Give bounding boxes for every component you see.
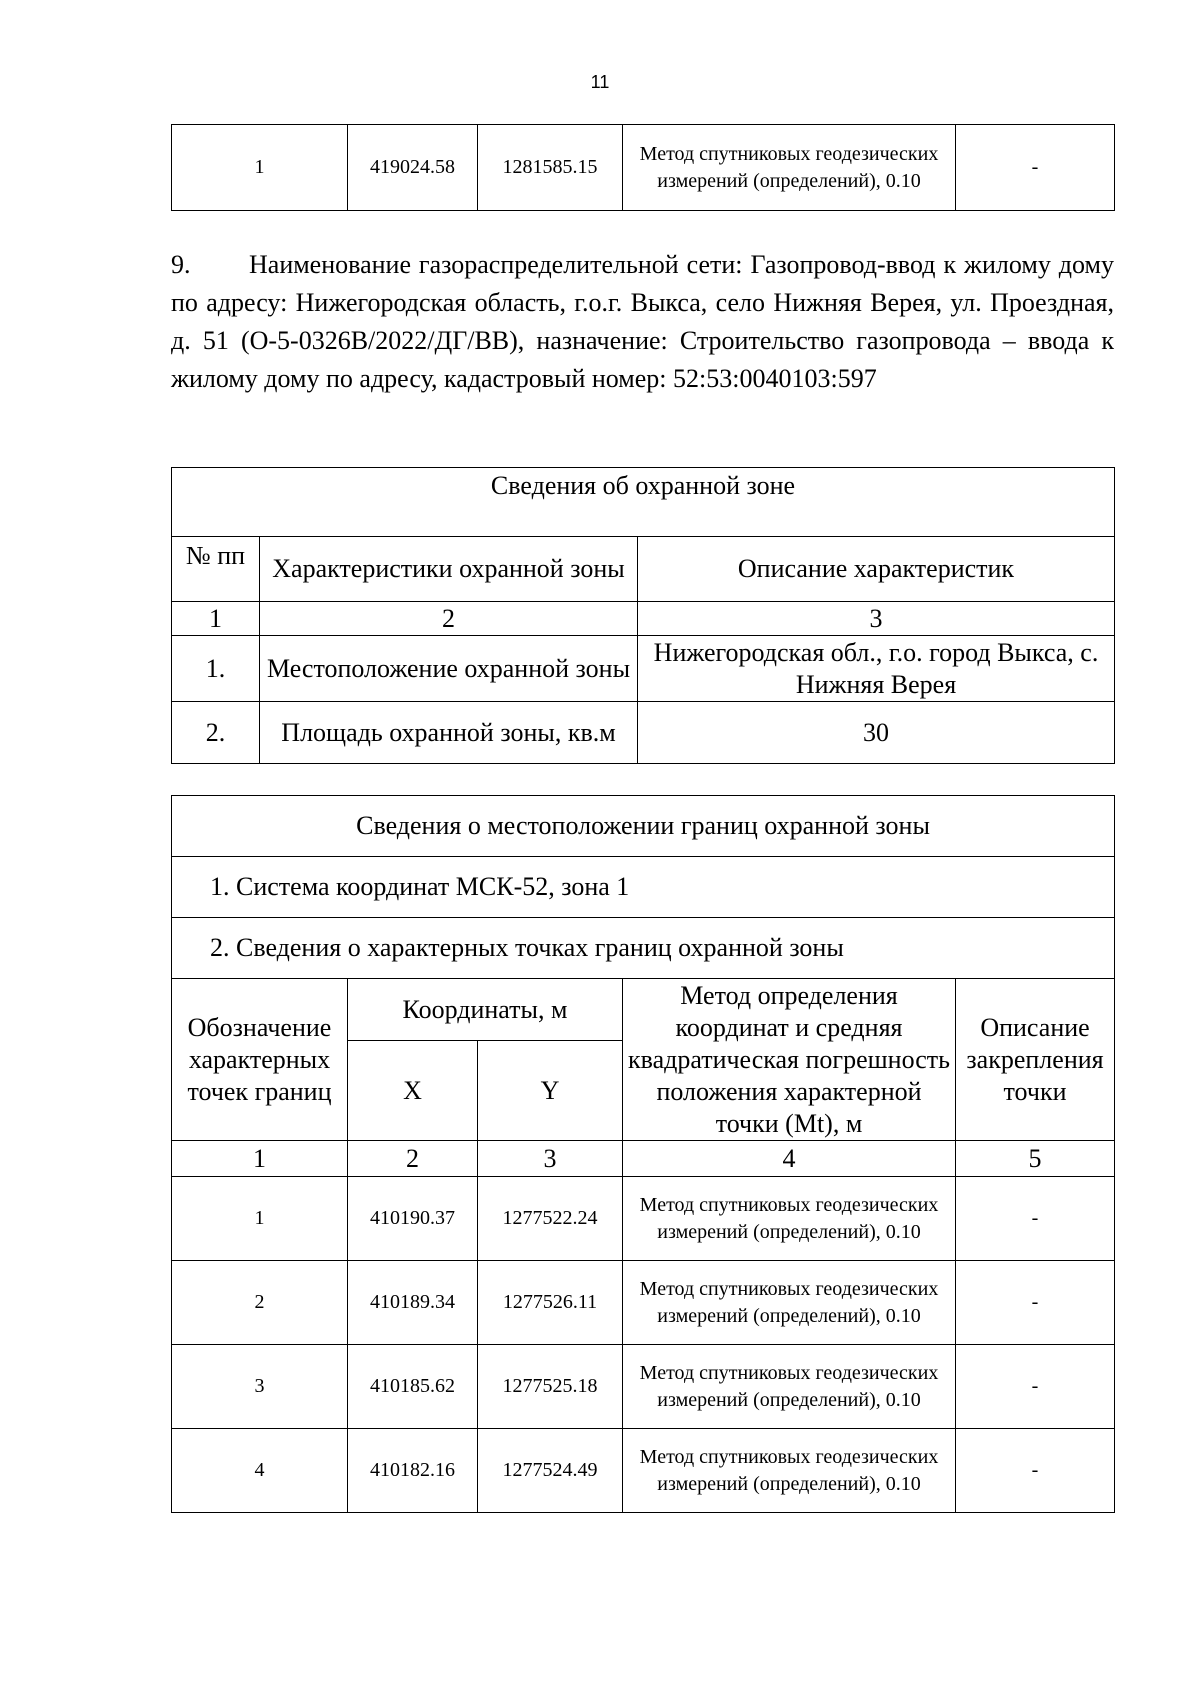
col-number: 2 <box>348 1141 478 1177</box>
table-header-row <box>172 537 1115 602</box>
row-value: Нижегородская обл., г.о. город Выкса, с. Нижняя Верея <box>638 636 1115 702</box>
col-number: 1 <box>172 602 260 636</box>
point-x: 410190.37 <box>348 1177 478 1261</box>
protection-zone-table <box>171 467 1115 764</box>
header-characteristics: Характеристики охранной зоны <box>260 537 638 602</box>
page-number: 11 <box>590 72 610 92</box>
point-x: 410182.16 <box>348 1429 478 1513</box>
point-y: 1281585.15 <box>478 125 623 211</box>
table-row <box>172 1345 1115 1429</box>
col-number: 3 <box>638 602 1115 636</box>
column-numbers-row <box>172 602 1115 636</box>
header-number: № пп <box>172 537 260 602</box>
point-description: - <box>956 1345 1115 1429</box>
point-method: Метод спутниковых геодезических измерений (определений), 0.10 <box>623 1177 956 1261</box>
header-fixing-description: Описание закрепления точки <box>956 979 1115 1141</box>
table-row <box>172 1429 1115 1513</box>
zone-table-title: Сведения об охранной зоне <box>172 468 1115 537</box>
point-x: 410185.62 <box>348 1345 478 1429</box>
point-x: 419024.58 <box>348 125 478 211</box>
header-method: Метод определения координат и средняя квадратическая погрешность положения характерной точки (Mt), м <box>623 979 956 1141</box>
header-description: Описание характеристик <box>638 537 1115 602</box>
row-number: 2. <box>172 702 260 764</box>
point-y: 1277526.11 <box>478 1261 623 1345</box>
table-row <box>172 636 1115 702</box>
header-y: Y <box>478 1041 623 1141</box>
col-number: 5 <box>956 1141 1115 1177</box>
point-y: 1277525.18 <box>478 1345 623 1429</box>
section-paragraph <box>171 246 1114 398</box>
point-description: - <box>956 125 1115 211</box>
col-number: 2 <box>260 602 638 636</box>
table-header-row <box>172 979 1115 1041</box>
point-number: 4 <box>172 1429 348 1513</box>
row-value: 30 <box>638 702 1115 764</box>
column-numbers-row <box>172 1141 1115 1177</box>
point-method: Метод спутниковых геодезических измерений (определений), 0.10 <box>623 1345 956 1429</box>
table-row <box>172 702 1115 764</box>
header-designation: Обозначение характерных точек границ <box>172 979 348 1141</box>
header-x: X <box>348 1041 478 1141</box>
table-row <box>172 125 1115 211</box>
points-table-continuation <box>171 124 1115 211</box>
point-method: Метод спутниковых геодезических измерений (определений), 0.10 <box>623 1429 956 1513</box>
point-method: Метод спутниковых геодезических измерений (определений), 0.10 <box>623 125 956 211</box>
table-row <box>172 1177 1115 1261</box>
table-title-row <box>172 796 1115 857</box>
zone-boundaries-table <box>171 795 1115 1513</box>
row-number: 1. <box>172 636 260 702</box>
point-method: Метод спутниковых геодезических измерений (определений), 0.10 <box>623 1261 956 1345</box>
point-description: - <box>956 1177 1115 1261</box>
col-number: 3 <box>478 1141 623 1177</box>
col-number: 4 <box>623 1141 956 1177</box>
table-title-row <box>172 468 1115 537</box>
point-number: 2 <box>172 1261 348 1345</box>
point-description: - <box>956 1429 1115 1513</box>
point-number: 1 <box>172 1177 348 1261</box>
header-coordinates: Координаты, м <box>348 979 623 1041</box>
points-title-row <box>172 918 1115 979</box>
bounds-table-title: Сведения о местоположении границ охранной зоны <box>172 796 1115 857</box>
row-name: Площадь охранной зоны, кв.м <box>260 702 638 764</box>
section-number: 9. <box>171 250 191 279</box>
coordinate-system: 1. Система координат МСК-52, зона 1 <box>172 857 1115 918</box>
points-title: 2. Сведения о характерных точках границ охранной зоны <box>172 918 1115 979</box>
coordinate-system-row <box>172 857 1115 918</box>
point-number: 3 <box>172 1345 348 1429</box>
table-row <box>172 1261 1115 1345</box>
point-number: 1 <box>172 125 348 211</box>
col-number: 1 <box>172 1141 348 1177</box>
point-y: 1277524.49 <box>478 1429 623 1513</box>
point-description: - <box>956 1261 1115 1345</box>
point-x: 410189.34 <box>348 1261 478 1345</box>
point-y: 1277522.24 <box>478 1177 623 1261</box>
section-text: Наименование газораспределительной сети: Газопровод-ввод к жилому дому по адресу: Нижегородская область, г.о.г. Выкса, село Нижняя Верея, ул. Проездная, д. 51 (О-5-0326В/2022/ДГ/ВВ), назначение: Строительство газопровода – ввода к жилому дому по адресу, кадастровый номер: 52:53:0040103:597 <box>171 250 1114 393</box>
row-name: Местоположение охранной зоны <box>260 636 638 702</box>
